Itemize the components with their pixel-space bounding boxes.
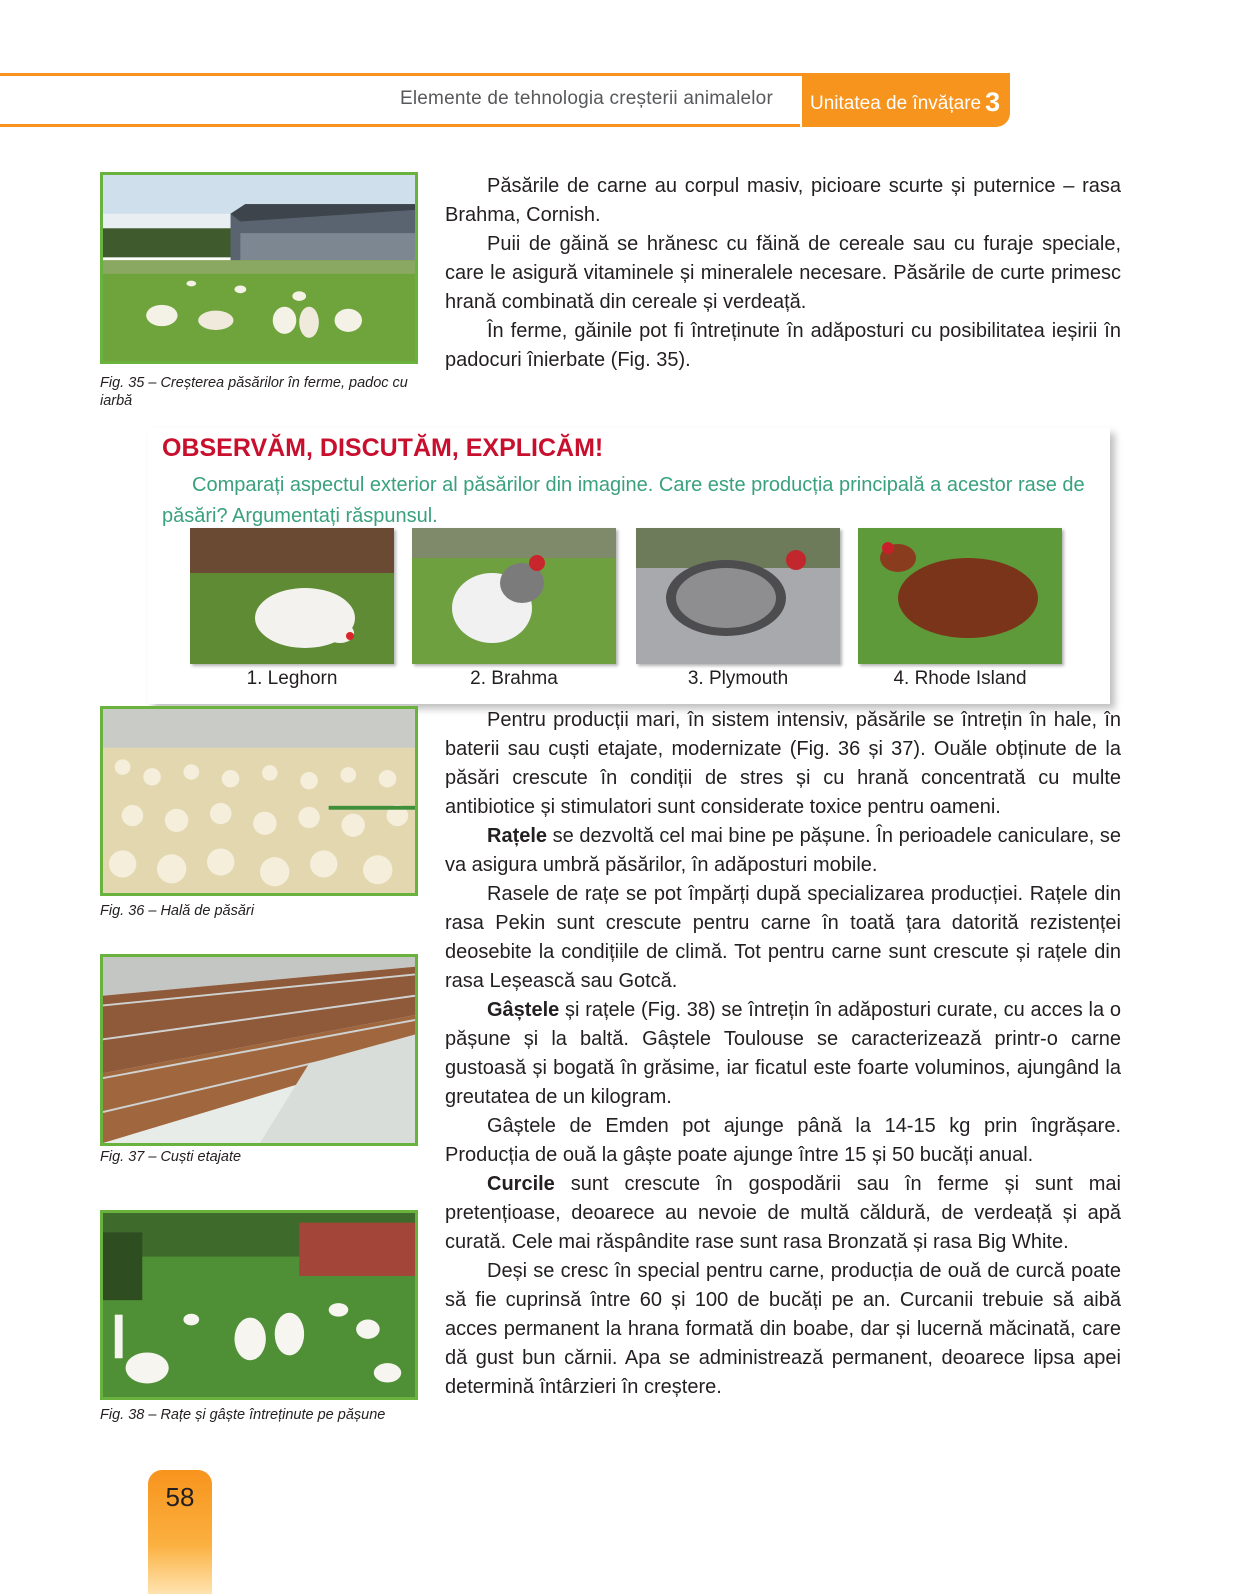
term-ducks: Rațele [487, 825, 548, 847]
brahma-photo [412, 528, 616, 664]
paragraph [445, 996, 1121, 1112]
fig38-photo-ducks-geese [100, 1210, 418, 1400]
fig37-photo-stacked-cages [100, 954, 418, 1146]
paragraph-body: sunt crescute în gospodării sau în ferme și sunt mai pretențioase, deoarece au nevoie de multă căldură, de verdeață și apă curată. Cele mai răspândite rase sunt rasa Bronzată și rasa Big White. [445, 1173, 1121, 1253]
paragraph: Rasele de rațe se pot împărți după specializarea producției. Rațele din rasa Pekin sunt crescute pentru carne în toată țara datorită rezistenței deosebite la condițiile de climă. Tot pentru carne sunt crescute și rațele din rasa Leșească sau Gotcă. [445, 883, 1121, 992]
fig35-photo-poultry-farm [100, 172, 418, 364]
page-number-tab [148, 1470, 212, 1594]
paragraph-body: se dezvoltă cel mai bine pe pășune. În perioadele caniculare, se va asigura umbră păsărilor, în adăposturi mobile. [445, 825, 1121, 876]
paragraph: Puii de găină se hrănesc cu făină de cereale sau cu furaje speciale, care le asigură vitaminele și mineralele necesare. Păsările de curte primesc hrană combinată din cereale și verdeață. [445, 233, 1121, 313]
paragraph: În ferme, găinile pot fi întreținute în adăposturi cu posibilitatea ieșirii în padocuri înierbate (Fig. 35). [445, 320, 1121, 371]
activity-text: Comparați aspectul exterior al păsărilor din imagine. Care este producția principală a acestor rase de păsări? Argumentați răspunsul. [162, 474, 1085, 527]
main-text [445, 706, 1121, 1402]
paragraph: Păsările de carne au corpul masiv, picioare scurte și puternice – rasa Brahma, Cornish. [445, 175, 1121, 226]
fig36-caption: Fig. 36 – Hală de păsări [100, 903, 254, 919]
page-number: 58 [165, 1482, 195, 1512]
paragraph: Gâștele de Emden pot ajunge până la 14-15 kg prin îngrășare. Producția de ouă la gâște poate ajunge între 15 și 50 bucăți anual. [445, 1115, 1121, 1166]
fig37-caption: Fig. 37 – Cuști etajate [100, 1149, 242, 1165]
unit-label: Unitatea de învățare [810, 93, 982, 114]
paragraph: Pentru producții mari, în sistem intensiv, păsările se întrețin în hale, în baterii sau cuști etajate, modernizate (Fig. 36 și 37). Ouăle obținute de la păsări crescute în condiții de stres și cu hrană concentrată cu multe antibiotice și stimulatori sunt considerate toxice pentru oameni. [445, 709, 1121, 818]
rhode-island-photo [858, 528, 1062, 664]
breed-label: 4. Rhode Island [893, 668, 1027, 689]
breed-label: 3. Plymouth [687, 668, 789, 689]
leghorn-photo [190, 528, 394, 664]
plymouth-photo [636, 528, 840, 664]
unit-tab [802, 73, 1010, 127]
intro-text [445, 172, 1121, 375]
paragraph: Deși se cresc în special pentru carne, producția de ouă de curcă poate să fie cuprinsă între 60 și 100 de bucăți pe an. Curcanii trebuie să aibă acces permanent la hrana formată din boabe, dar și lucernă măcinată, care dă gust bun cărnii. Apa se administrează permanent, deoarece lipsa apei determină întârzieri în creștere. [445, 1260, 1121, 1398]
unit-number: 3 [985, 87, 1001, 117]
fig35-caption: Fig. 35 – Creșterea păsărilor în ferme, padoc cu iarbă [100, 375, 408, 409]
chapter-title: Elemente de tehnologia creșterii animalelor [400, 88, 773, 109]
term-geese: Gâștele [487, 999, 560, 1021]
paragraph-body: și rațele (Fig. 38) se întrețin în adăposturi curate, cu acces la o pășune și la baltă. Gâștele Toulouse se caracterizează printr-o carne gustoasă și bogată în grăsime, iar ficatul este foarte voluminos, ajungând la greutatea de un kilogram. [445, 999, 1121, 1108]
activity-box [148, 428, 1110, 704]
fig36-photo-poultry-hall [100, 706, 418, 896]
header-rule-bottom [0, 124, 800, 127]
fig38-caption: Fig. 38 – Rațe și gâște întreținute pe pășune [100, 1407, 386, 1423]
paragraph [445, 1170, 1121, 1257]
breed-label: 2. Brahma [470, 668, 558, 689]
activity-title: OBSERVĂM, DISCUTĂM, EXPLICĂM! [162, 434, 604, 462]
breed-label: 1. Leghorn [246, 668, 338, 689]
term-turkeys: Curcile [487, 1173, 555, 1195]
paragraph [445, 822, 1121, 880]
